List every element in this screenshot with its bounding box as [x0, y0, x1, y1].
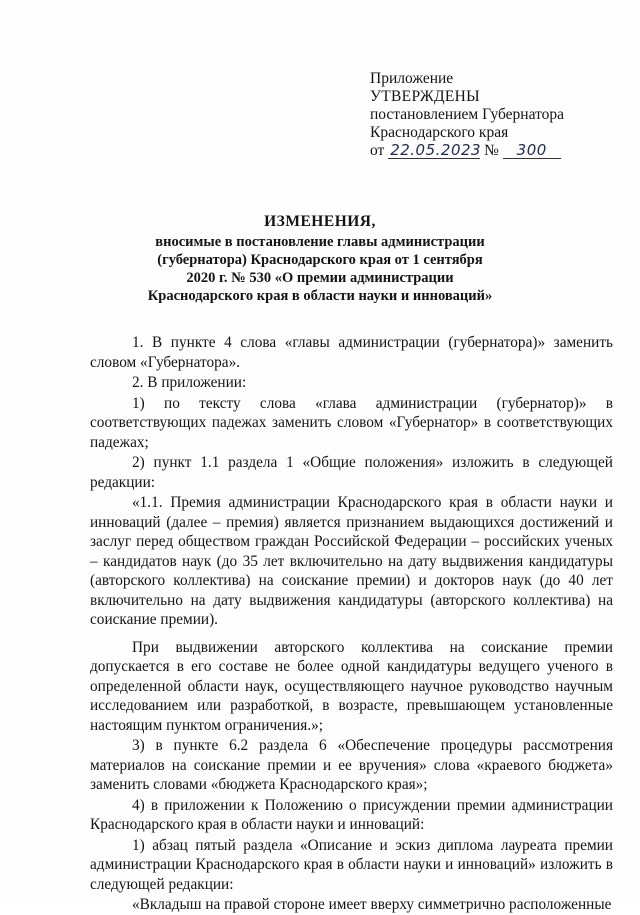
from-label: от	[370, 142, 385, 159]
approved-label: УТВЕРЖДЕНЫ	[370, 88, 480, 105]
document-heading	[96, 213, 544, 305]
paragraph: «Вкладыш на правой стороне имеет вверху симметрично расположенные	[132, 896, 612, 913]
handwritten-number: 300	[503, 142, 561, 159]
paragraph: 2) пункт 1.1 раздела 1 «Общие положения» изложить в следующей редакции:	[90, 454, 613, 491]
handwritten-date: 22.05.2023	[390, 141, 482, 159]
paragraph: 4) в приложении к Положению о присуждении премии администрации Краснодарского края в области науки и инноваций:	[90, 796, 613, 833]
approval-line-2: постановлением Губернатора	[370, 106, 565, 123]
body-text	[90, 333, 613, 915]
paragraph: 1) по тексту слова «глава администрации (губернатор)» в соответствующих падежах заменить словом «Губернатор» в соответствующих падежах;	[90, 394, 613, 451]
paragraph: «1.1. Премия администрации Краснодарского края в области науки и инноваций (далее – премия) является признанием выдающихся достижений и заслуг перед обществом граждан Российской Федерации – российских ученых – кандидатов наук (до 35 лет включительно на дату выдвижения кандидатуры (авторского коллектива) на соискание премии) и докторов наук (до 40 лет включительно на дату выдвижения кандидатуры (авторского коллектива) на соискание премии).	[90, 494, 613, 628]
paragraph: 2. В приложении:	[132, 374, 247, 391]
paragraph: 3) в пункте 6.2 раздела 6 «Обеспечение процедуры рассмотрения материалов на соискание премии и ее вручения» слова «краевого бюджета» заменить словами «бюджета Краснодарского края»;	[90, 737, 613, 793]
approval-block	[370, 70, 630, 160]
paragraph: 1. В пункте 4 слова «главы администрации (губернатора)» заменить словом «Губернатора».	[90, 334, 613, 371]
number-label: №	[484, 142, 499, 159]
paragraph: 1) абзац пятый раздела «Описание и эскиз диплома лауреата премии администрации Краснодарского края в области науки и инноваций» изложить в следующей редакции:	[90, 836, 613, 893]
heading-line: вносимые в постановление главы администрации	[155, 234, 485, 250]
approval-line-3: Краснодарского края	[370, 124, 509, 141]
appendix-label: Приложение	[370, 70, 454, 87]
heading-line: 2020 г. № 530 «О премии администрации	[186, 270, 454, 286]
paragraph: При выдвижении авторского коллектива на соискание премии допускается в его составе не более одной кандидатуры ведущего ученого в определенной области наук, осуществляющего научное руководство научным исследованием или разработкой, в возрасте, превышающем установленные настоящим пунктом ограничения.»;	[90, 638, 613, 734]
approval-date-row	[370, 142, 630, 160]
heading-line: Краснодарского края в области науки и инноваций»	[147, 288, 493, 304]
heading-line: (губернатора) Краснодарского края от 1 сентября	[157, 252, 483, 268]
heading-title: ИЗМЕНЕНИЯ,	[264, 213, 376, 230]
